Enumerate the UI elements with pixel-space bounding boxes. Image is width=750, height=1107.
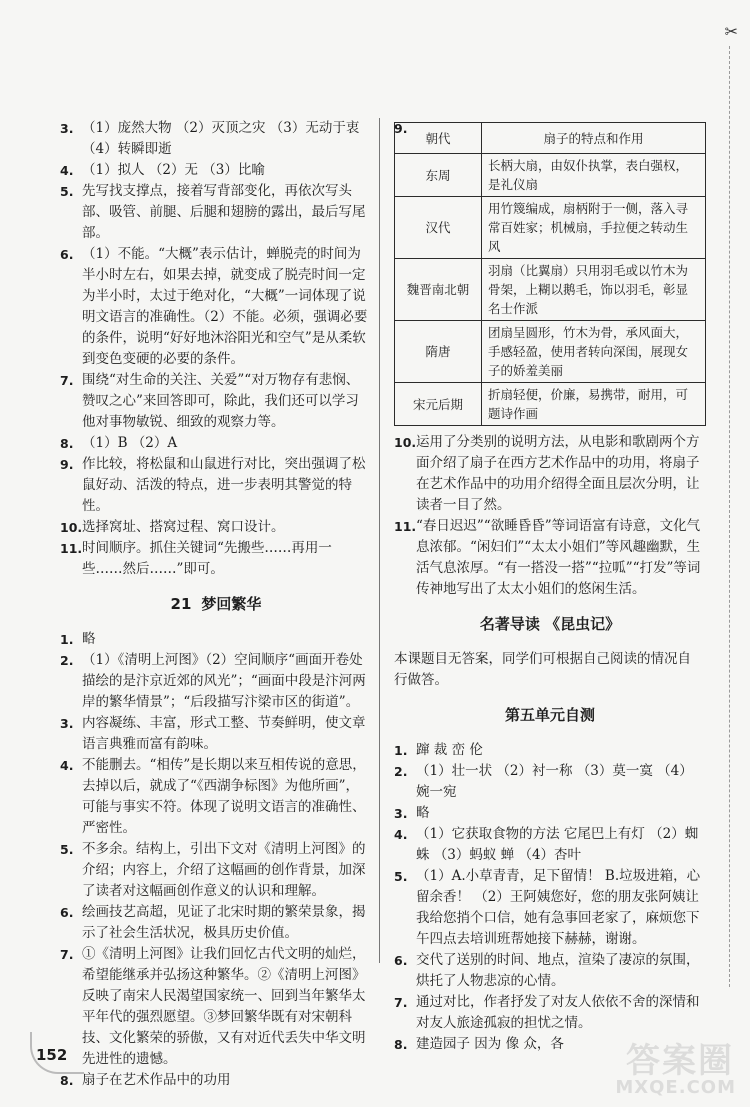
left-column [60,118,372,1091]
left-answer-list-1 [60,118,372,580]
item-number: 1. [60,632,74,647]
item-text: （1）不能。“大概”表示估计，蝉脱壳的时间为半小时左右，如果去掉，就变成了脱壳时间一定为半小时，太过于绝对化，“大概”一词体现了说明文语言的准确性。（2）不能。必须，强调必要的条件，说明“好好地沐浴阳光和空气”是从柔软到变色变硬的必要的条件。 [82,246,368,367]
answer-item [60,1070,372,1091]
table-header-desc: 扇子的特点和作用 [482,123,706,154]
page-number: 152 [36,1046,68,1064]
answer-item [394,866,706,950]
answer-item [60,713,372,755]
item-number: 8. [60,1073,74,1088]
table-cell-desc: 羽扇（比翼扇）只用羽毛或以竹木为骨架，上糊以鹅毛，饰以羽毛，彰显名士作派 [482,259,706,321]
item-text: 选择窝址、搭窝过程、窝口设计。 [82,519,285,535]
answer-item [60,454,372,517]
cut-line [729,46,730,987]
item-text: 不多余。结构上，引出下文对《清明上河图》的介绍；内容上，介绍了这幅画的创作背景，加深了读者对这幅画创作意义的认识和理解。 [82,841,366,899]
answer-item [60,944,372,1070]
table-cell-era: 汉代 [395,197,482,259]
answer-item [60,538,372,580]
watermark-logo [594,1033,744,1103]
table-cell-desc: 折扇轻便，价廉，易携带，耐用，可题诗作画 [482,383,706,426]
section-heading-reading [394,614,706,635]
item-number: 8. [60,436,74,451]
item-number: 6. [60,247,74,262]
answer-item [394,761,706,803]
item-number: 3. [60,716,74,731]
item-number: 6. [394,953,408,968]
item-text: ①《清明上河图》让我们回忆古代文明的灿烂，希望能继承并弘扬这种繁华。②《清明上河图》反映了南宋人民渴望国家统一、回到当年繁华太平年代的强烈愿望。③梦回繁华既有对宋朝科技、文化繁荣的骄傲，又有对近代丢失中华文明先进性的遗憾。 [82,946,366,1067]
answer-item [394,824,706,866]
reading-note: 本课题目无答案，同学们可根据自己阅读的情况自行做答。 [394,651,691,688]
item-text: （1）它获取食物的方法 它尾巴上有灯 （2）蜘蛛 （3）蚂蚁 蝉 （4）杏叶 [416,826,699,863]
item-number: 10. [60,520,83,535]
item-number: 5. [60,184,74,199]
item-text: 绘画技艺高超，见证了北宋时期的繁荣景象，揭示了社会生活状况，极具历史价值。 [82,904,366,941]
item-text: （4）转瞬即逝 [82,141,172,157]
item-number: 4. [60,758,74,773]
item-text: 不能删去。“相传”是长期以来互相传说的意思，去掉以后，就成了“《西湖争标图》为他所画”，可能与事实不符。体现了说明文语言的准确性、严密性。 [82,757,366,836]
answer-item [60,650,372,713]
item-number: 4. [60,163,74,178]
item-number: 7. [60,947,74,962]
item-number: 10. [394,435,417,450]
section-title: 梦回繁华 [201,595,262,613]
answer-item [394,950,706,992]
item-number: 11. [394,519,417,534]
scissors-icon: ✂ [724,22,738,41]
section-heading-unit-test [394,705,706,726]
answer-item [394,516,706,600]
item-text: “春日迟迟”“欲睡昏昏”等词语富有诗意，文化气息浓郁。“闲妇们”“太太小姐们”等风趣幽默，生活气息浓厚。“有一搭没一搭”“拉呱”“打发”等词传神地写出了太太小姐们的悠闲生活。 [416,518,701,597]
table-cell-era: 宋元后期 [395,383,482,426]
section-title: 第五单元自测 [504,706,595,724]
item-text: 略 [416,805,430,821]
item-text: （1）B （2）A [82,435,178,451]
answer-item [60,517,372,538]
item-number: 3. [394,806,408,821]
item-number: 7. [60,373,74,388]
table-cell-era: 隋唐 [395,321,482,383]
table-cell-desc: 长柄大扇，由奴仆执掌，表白强权，是礼仪扇 [482,154,706,197]
item-number: 2. [394,764,408,779]
item-text: （1）庞然大物 （2）灭顶之灾 （3）无动于衷 [82,120,360,136]
answer-item [60,755,372,839]
item-text: 围绕“对生命的关注、关爱”“对万物存有悲悯、赞叹之心”来回答即可，除此，我们还可以学习他对事物敏锐、细致的观察力等。 [82,372,360,430]
answer-item [394,803,706,824]
table-row [395,197,706,259]
item-number: 9. [394,121,408,136]
table-row [395,154,706,197]
item-number: 8. [394,1037,408,1052]
table-row [395,383,706,426]
item-text: 蹿 裁 峦 伦 [416,742,483,758]
column-divider [379,118,380,963]
item-text: （1）《清明上河图》（2）空间顺序“画面开卷处描绘的是汴京近郊的风光”；“画面中段是汴河两岸的繁华情景”；“后段描写汴梁市区的街道”。 [82,652,366,710]
item-text: （1）拟人 （2）无 （3）比喻 [82,162,265,178]
item-number: 5. [394,869,408,884]
answer-item [394,740,706,761]
answer-item [394,432,706,516]
answer-item [60,433,372,454]
table-cell-desc: 用竹篾编成，扇柄附于一侧，落入寻常百姓家；机械扇，手拉便之转动生风 [482,197,706,259]
section-heading-21 [60,594,372,615]
fan-table [394,122,706,426]
item-number: 2. [60,653,74,668]
right-answer-list-2 [394,740,706,1055]
item-text: 先写找支撑点，接着写背部变化，再依次写头部、吸管、前腿、后腿和翅膀的露出，最后写尾部。 [82,183,366,241]
watermark-text: 答案圈 [626,1041,734,1081]
item-text: （1）壮一状 （2）衬一称 （3）莫一寞 （4）婉一宛 [416,763,693,800]
item-number: 11. [60,541,83,556]
answer-item [60,629,372,650]
item-text: 时间顺序。抓住关键词“先搬些……再用一些……然后……”即可。 [82,540,332,577]
section-title: 名著导读 《昆虫记》 [479,615,621,633]
item-number: 6. [60,905,74,920]
table-cell-era: 魏晋南北朝 [395,259,482,321]
item-number: 3. [60,121,74,136]
item-number: 5. [60,842,74,857]
item-text: 交代了送别的时间、地点，渲染了凄凉的氛围，烘托了人物悲凉的心情。 [416,952,700,989]
item-number: 1. [394,743,408,758]
item-number: 4. [394,827,408,842]
item-text: 建造园子 因为 像 众，各 [416,1036,564,1052]
answer-item [60,370,372,433]
item-text: 运用了分类别的说明方法，从电影和歌剧两个方面介绍了扇子在西方艺术作品中的功用，将扇子在艺术作品中的功用介绍得全面且层次分明，让读者一目了然。 [416,434,700,513]
item-text: （1）A.小草青青，足下留情！ B.垃圾进箱，心留余香！ （2）王阿姨您好，您的朋友张阿姨让我给您捎个口信，她有急事回老家了，麻烦您下午四点去培训班帮她接下赫赫，谢谢。 [416,868,701,947]
item-text: 略 [82,631,96,647]
item-number: 7. [394,995,408,1010]
answer-item [60,160,372,181]
table-row [395,259,706,321]
table-cell-desc: 团扇呈圆形，竹木为骨，承风面大，手感轻盈，使用者转向深闺，展现女子的娇羞美丽 [482,321,706,383]
answer-item [394,992,706,1034]
item-number: 9. [60,457,74,472]
item-text: 作比较，将松鼠和山鼠进行对比，突出强调了松鼠好动、活泼的特点，进一步表明其警觉的特性。 [82,456,366,514]
table-header-era: 朝代 [395,123,482,154]
right-column [394,118,706,1055]
item-text: 内容凝练、丰富，形式工整、节奏鲜明，使文章语言典雅而富有韵味。 [82,715,366,752]
table-header-row [395,123,706,154]
item-text: 通过对比，作者抒发了对友人依依不舍的深情和对友人旅途孤寂的担忧之情。 [416,994,700,1031]
answer-item [60,181,372,244]
left-answer-list-2 [60,629,372,1091]
section-number: 21 [170,595,192,613]
item-text: 扇子在艺术作品中的功用 [82,1072,231,1088]
table-row [395,321,706,383]
answer-item [60,839,372,902]
answer-item [60,139,372,160]
answer-item [60,244,372,370]
table-cell-era: 东周 [395,154,482,197]
answer-item [60,118,372,139]
watermark-url: MXQE.COM [615,1077,736,1098]
right-answer-list-1 [394,432,706,600]
answer-item [60,902,372,944]
